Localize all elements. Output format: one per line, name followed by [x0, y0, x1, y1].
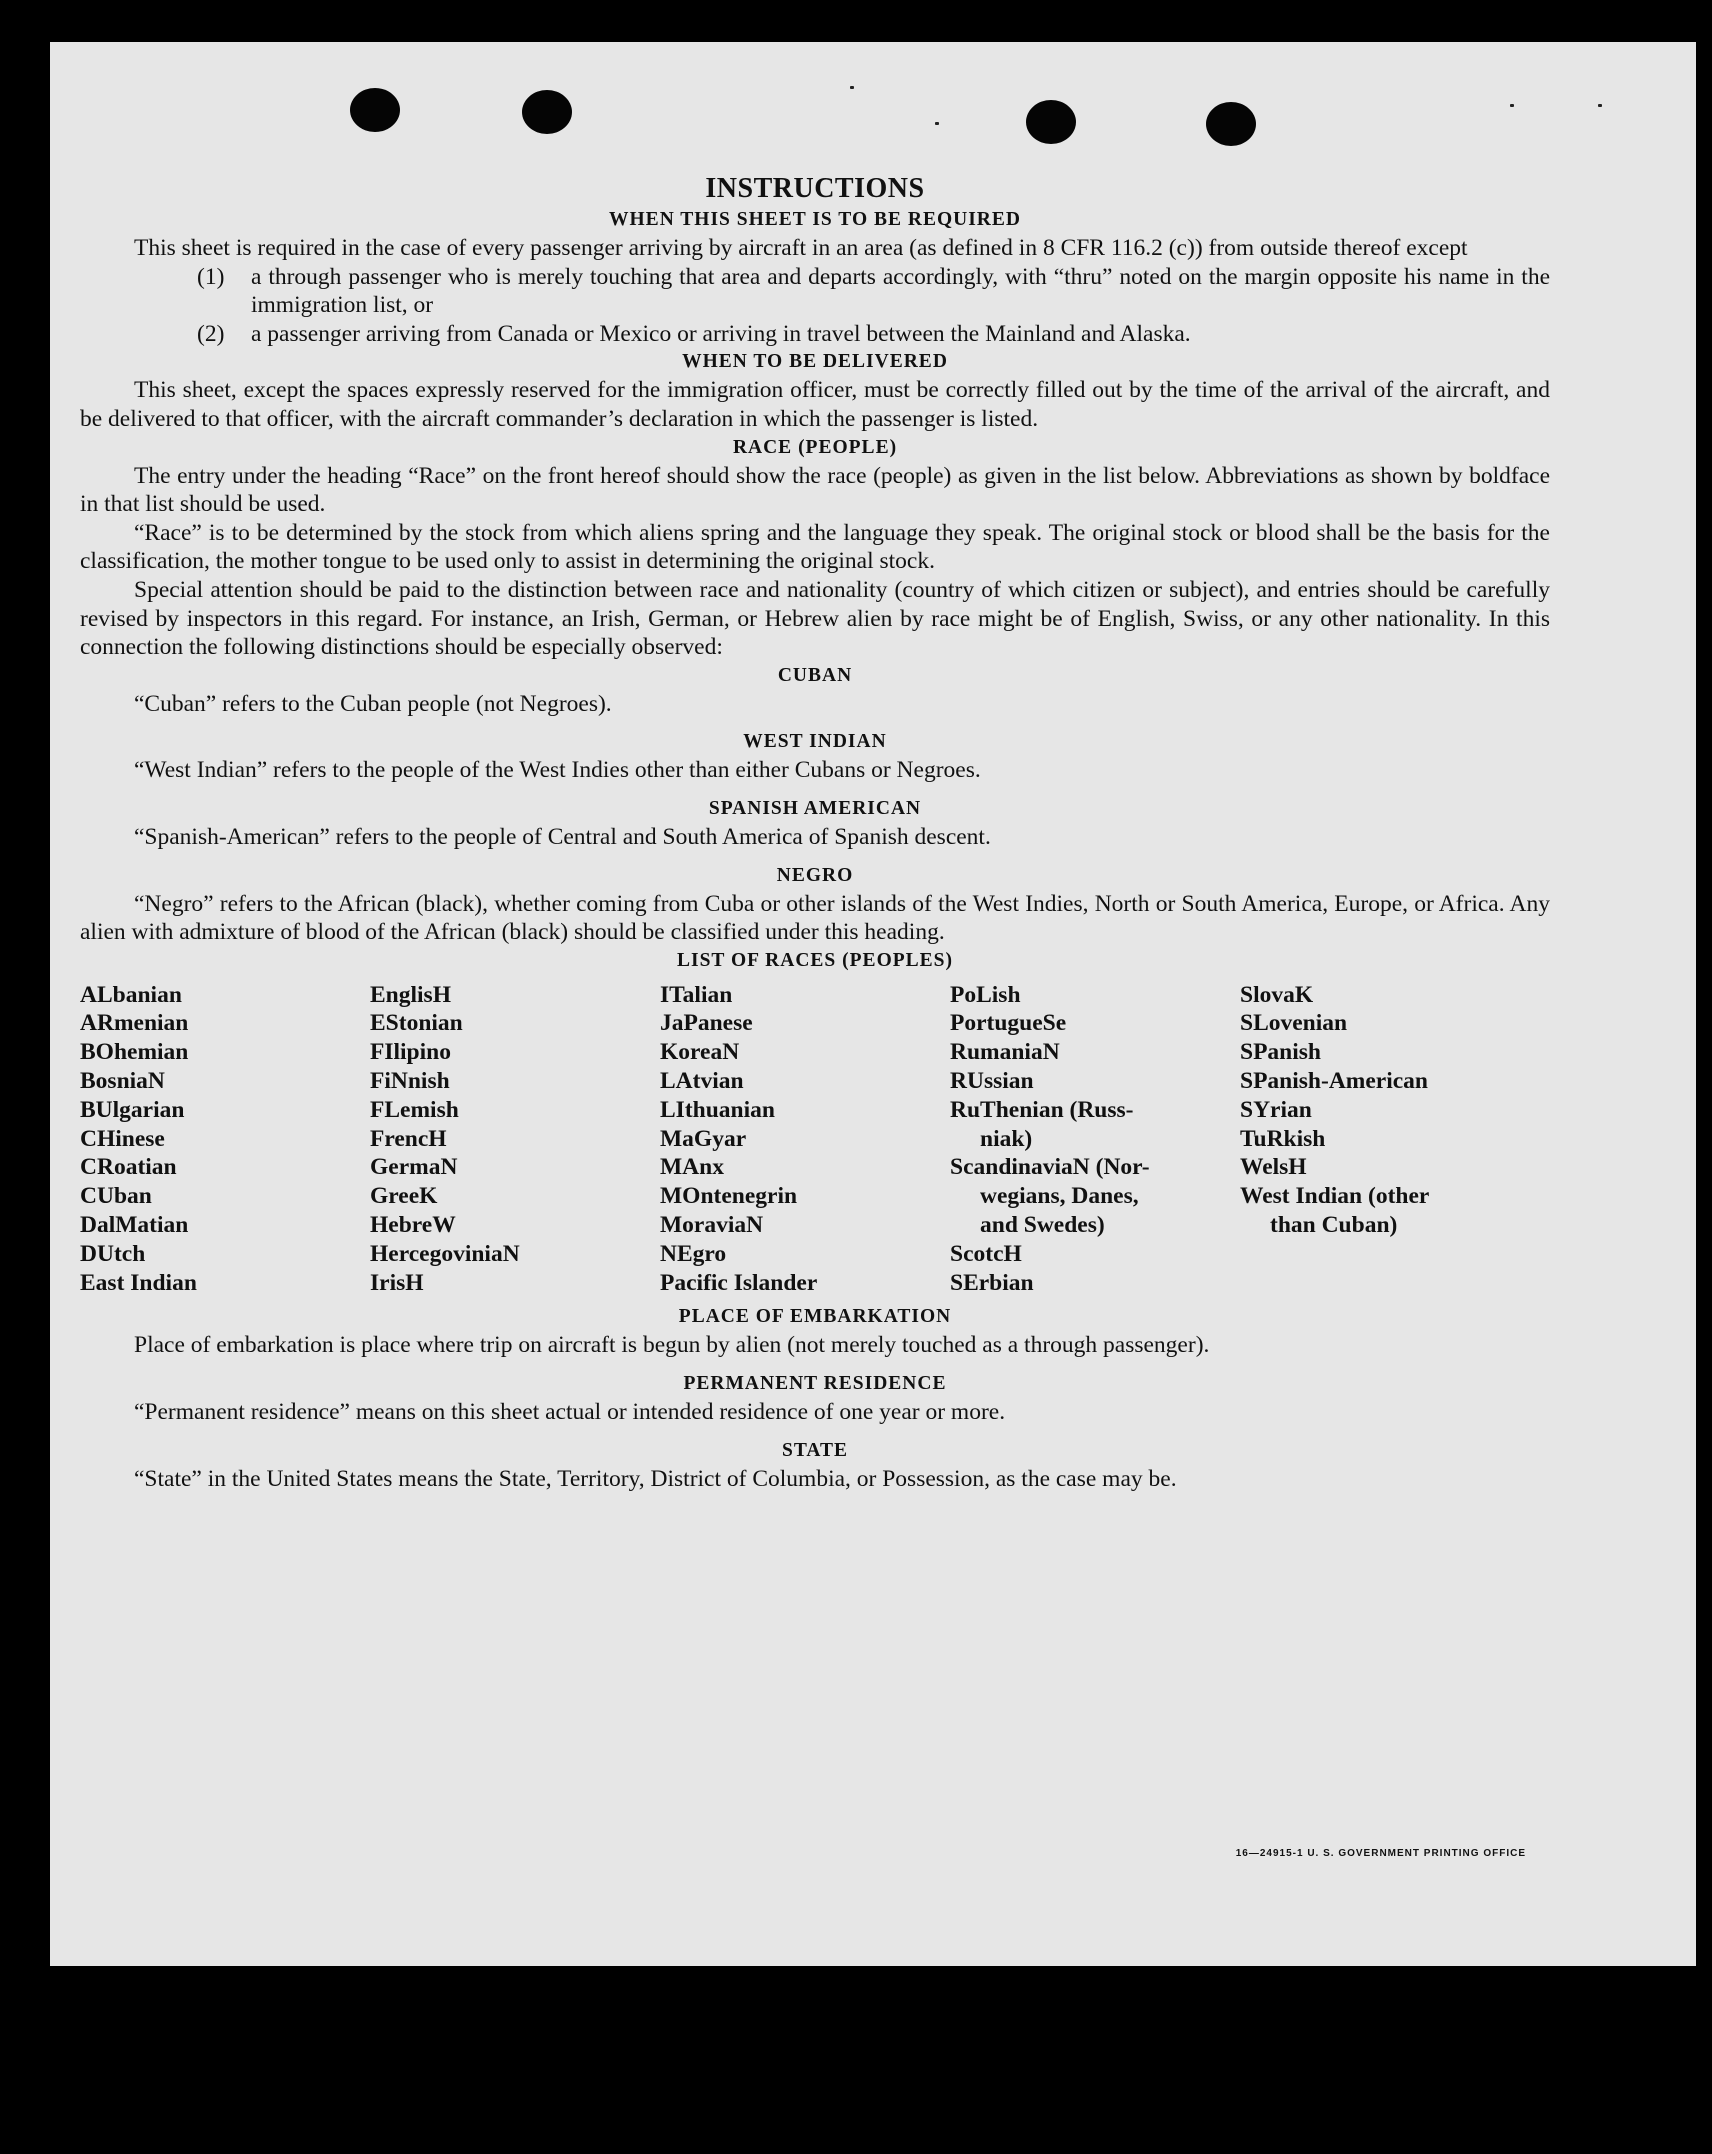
race-entry: RuThenian (Russ- — [950, 1096, 1134, 1123]
race-entry: CHinese — [80, 1125, 165, 1152]
race-entry: West Indian (other — [1240, 1183, 1430, 1210]
race-entry: EnglisH — [370, 981, 451, 1008]
item-text: a passenger arriving from Canada or Mexico or arriving in travel between the Mainland and Alaska. — [251, 320, 1191, 347]
exception-item — [197, 320, 1550, 349]
west-indian-text: “West Indian” refers to the people of the West Indies other than either Cubans or Negroes. — [134, 757, 981, 784]
punch-hole — [1026, 100, 1076, 144]
document-sheet — [50, 42, 1696, 1966]
race-entry: PortugueSe — [950, 1010, 1067, 1037]
when-delivered-text: This sheet, except the spaces expressly reserved for the immigration officer, must be correctly filled out by the time of the arrival of the aircraft, and be delivered to that officer, with the aircraft commander’s declaration in which the passenger is listed. — [80, 377, 1550, 432]
race-entry: MoraviaN — [660, 1212, 764, 1239]
race-column-3 — [660, 981, 950, 1298]
race-entry: CUban — [80, 1183, 152, 1210]
race-entry: DUtch — [80, 1240, 146, 1267]
heading-place-of-embarkation: PLACE OF EMBARKATION — [678, 1306, 952, 1328]
race-entry: ITalian — [660, 981, 733, 1008]
race-entry: DalMatian — [80, 1212, 189, 1239]
punch-hole — [522, 90, 572, 134]
heading-race: RACE (PEOPLE) — [732, 436, 898, 458]
race-entry: ARmenian — [80, 1010, 189, 1037]
race-entry: SlovaK — [1240, 981, 1314, 1008]
item-text: a through passenger who is merely touching that area and departs accordingly, with “thru” noted on the margin opposite his name in the immigration list, or — [251, 263, 1550, 319]
race-entry: CRoatian — [80, 1154, 177, 1181]
race-column-2 — [370, 981, 660, 1298]
instructions-body — [80, 172, 1550, 1493]
race-entry: FiNnish — [370, 1068, 450, 1095]
exception-item — [197, 263, 1550, 320]
race-column-4 — [950, 981, 1240, 1298]
speck — [1510, 104, 1514, 107]
race-entry: GreeK — [370, 1183, 438, 1210]
race-entry: RumaniaN — [950, 1039, 1060, 1066]
race-paragraph-1: The entry under the heading “Race” on the front hereof should show the race (people) as given in the list below. Abbreviations as shown by boldface in that list should be used. — [80, 462, 1550, 518]
race-entry: GermaN — [370, 1154, 458, 1181]
page-title: INSTRUCTIONS — [705, 173, 925, 204]
state-text: “State” in the United States means the State, Territory, District of Columbia, or Possession, as the case may be. — [134, 1465, 1177, 1492]
race-entry: SPanish-American — [1240, 1068, 1428, 1095]
cuban-text: “Cuban” refers to the Cuban people (not Negroes). — [134, 690, 612, 717]
race-entry: MaGyar — [660, 1125, 747, 1152]
race-entry: ScotcH — [950, 1240, 1022, 1267]
race-entry: JaPanese — [660, 1010, 753, 1037]
race-entry: HercegoviniaN — [370, 1240, 520, 1267]
race-column-5 — [1240, 981, 1530, 1298]
punch-hole — [350, 88, 400, 132]
race-entry: SYrian — [1240, 1096, 1312, 1123]
negro-text: “Negro” refers to the African (black), whether coming from Cuba or other islands of the West Indies, North or South America, Europe, or Africa. Any alien with admixture of blood of the African (black) should be classified under this heading. — [80, 890, 1550, 946]
spanish-american-text: “Spanish-American” refers to the people of Central and South America of Spanish descent. — [134, 823, 991, 850]
race-entry: SErbian — [950, 1269, 1034, 1296]
race-entry: BUlgarian — [80, 1096, 185, 1123]
heading-list-of-races: LIST OF RACES (PEOPLES) — [676, 949, 953, 971]
heading-when-required: WHEN THIS SHEET IS TO BE REQUIRED — [609, 209, 1021, 230]
heading-state: STATE — [781, 1439, 849, 1461]
print-code: 16—24915-1 U. S. GOVERNMENT PRINTING OFFICE — [1235, 1848, 1526, 1859]
when-required-intro: This sheet is required in the case of every passenger arriving by aircraft in an area (as defined in 8 CFR 116.2 (c)) from outside thereof except — [134, 235, 1468, 261]
heading-west-indian: WEST INDIAN — [743, 731, 887, 753]
heading-negro: NEGRO — [776, 864, 854, 886]
race-column-1 — [80, 981, 370, 1298]
race-entry-continued: niak) — [980, 1125, 1033, 1152]
race-entry: BOhemian — [80, 1039, 189, 1066]
race-entry: ALbanian — [80, 981, 182, 1008]
race-entry-continued: than Cuban) — [1270, 1212, 1398, 1239]
race-entry: HebreW — [370, 1212, 456, 1239]
item-number: (1) — [197, 263, 225, 290]
race-entry: KoreaN — [660, 1039, 740, 1066]
race-entry: WelsH — [1240, 1154, 1307, 1181]
race-entry: ScandinaviaN (Nor- — [950, 1154, 1150, 1181]
race-entry: IrisH — [370, 1269, 424, 1296]
heading-spanish-american: SPANISH AMERICAN — [708, 797, 922, 819]
punch-hole — [1206, 102, 1256, 146]
race-entry: NEgro — [660, 1240, 727, 1267]
race-paragraph-2: “Race” is to be determined by the stock from which aliens spring and the language they speak. The original stock or blood shall be the basis for the classification, the mother tongue to be used only to assist in determining the original stock. — [80, 519, 1550, 575]
residence-text: “Permanent residence” means on this sheet actual or intended residence of one year or more. — [134, 1399, 1006, 1426]
item-number: (2) — [197, 320, 225, 347]
heading-permanent-residence: PERMANENT RESIDENCE — [683, 1373, 947, 1395]
race-entry: FrencH — [370, 1125, 447, 1152]
race-entry: SLovenian — [1240, 1010, 1348, 1037]
race-entry: TuRkish — [1240, 1125, 1326, 1152]
race-entry: FLemish — [370, 1096, 459, 1123]
embarkation-text: Place of embarkation is place where trip on aircraft is begun by alien (not merely touched as a through passenger). — [134, 1332, 1210, 1359]
race-entry: FIlipino — [370, 1039, 451, 1066]
race-entry: LIthuanian — [660, 1096, 775, 1123]
speck — [935, 122, 939, 125]
race-entry-continued: wegians, Danes, — [980, 1183, 1139, 1210]
heading-when-delivered: WHEN TO BE DELIVERED — [682, 351, 948, 373]
race-entry: SPanish — [1240, 1039, 1321, 1066]
speck — [850, 86, 854, 89]
race-entry-continued: and Swedes) — [980, 1212, 1105, 1239]
race-entry: Pacific Islander — [660, 1269, 818, 1296]
race-entry: RUssian — [950, 1068, 1034, 1095]
race-paragraph-3: Special attention should be paid to the distinction between race and nationality (country of which citizen or subject), and entries should be carefully revised by inspectors in this regard. For instance, an Irish, German, or Hebrew alien by race might be of English, Swiss, or any other nationality. In this connection the following distinctions should be especially observed: — [80, 576, 1550, 661]
race-entry: PoLish — [950, 981, 1021, 1008]
race-entry: East Indian — [80, 1269, 197, 1296]
speck — [1598, 104, 1602, 107]
race-entry: BosniaN — [80, 1068, 165, 1095]
race-entry: EStonian — [370, 1010, 463, 1037]
race-entry: LAtvian — [660, 1068, 744, 1095]
race-entry: MOntenegrin — [660, 1183, 798, 1210]
race-entry: MAnx — [660, 1154, 724, 1181]
heading-cuban: CUBAN — [777, 664, 853, 686]
race-list — [80, 981, 1550, 1298]
